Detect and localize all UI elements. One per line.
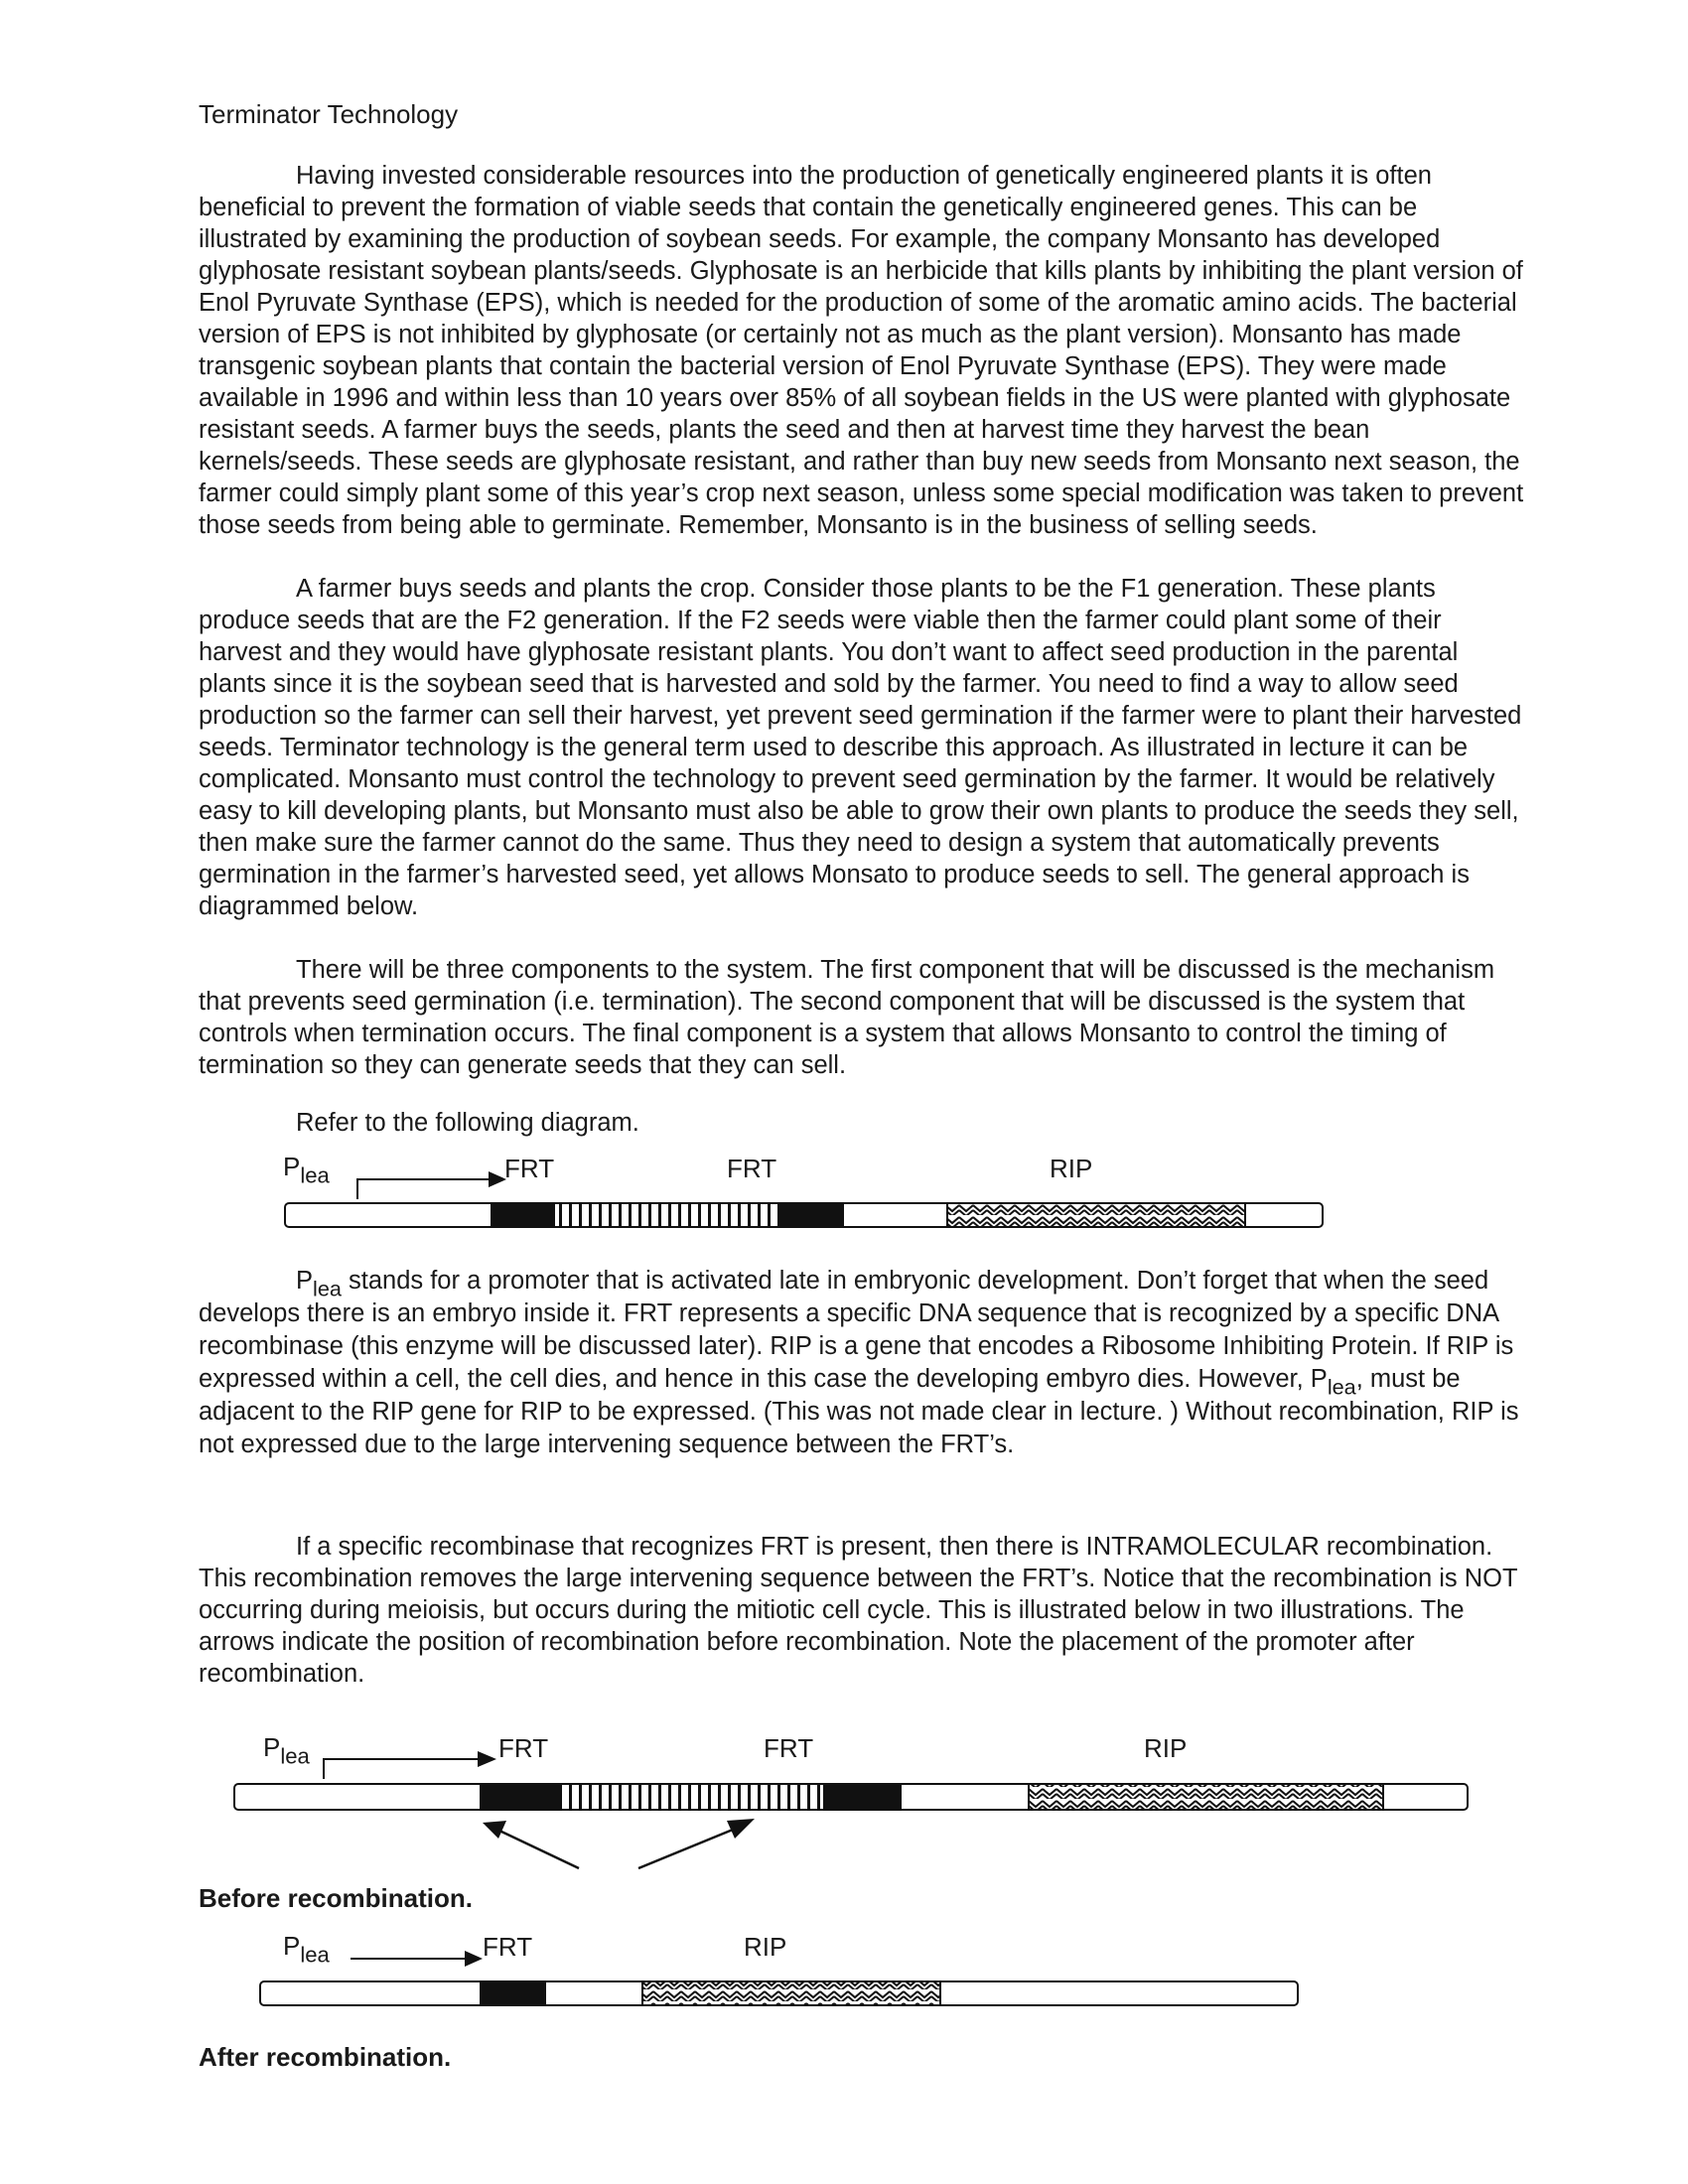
plea-label: Plea [283,1931,330,1968]
rip-label: RIP [1050,1154,1093,1183]
rip-gene [1029,1784,1383,1810]
intervening-sequence [554,1203,780,1227]
frt-block-right [780,1203,844,1227]
recombination-arrowhead-left [483,1821,506,1839]
frt-label: FRT [483,1932,533,1962]
promoter-arrow [357,1179,491,1199]
promoter-arrow-head [465,1951,483,1967]
frt-label-right: FRT [764,1733,814,1763]
frt-block-left [491,1203,554,1227]
refer-text: Refer to the following diagram. [296,1109,639,1137]
promoter-arrow-head [478,1751,496,1767]
recombination-paragraph: If a specific recombinase that recognizes FRT is present, then there is INTRAMOLECULAR recombination. This recombination removes the large intervening sequence between the FRT’s. Notice that the recombination is NOT occurring during meioisis, but occurs during the mitiotic cell cycle. This is illustrated below in two illustrations. The arrows indicate the position of recombination before recombination. Note the placement of the promoter after recombination. [199,1533,1518,1688]
intro-paragraph: Having invested considerable resources into the production of genetically engineered plants it is often beneficial to prevent the formation of viable seeds that contain the genetically engineered genes. This can be illustrated by examining the production of soybean seeds. For example, the company Monsanto has developed glyphosate resistant soybean plants/seeds. Glyphosate is an herbicide that kills plants by inhibiting the plant version of Enol Pyruvate Synthase (EPS), which is needed for the production of some of the aromatic amino acids. The bacterial version of EPS is not inhibited by glyphosate (or certainly not as much as the plant version). Monsanto has made transgenic soybean plants that contain the bacterial version of Enol Pyruvate Synthase (EPS). They were made available in 1996 and within less than 10 years over 85% of all soybean fields in the US were planted with glyphosate resistant seeds. A farmer buys the seeds, plants the seed and then at harvest time they harvest the bean kernels/seeds. These seeds are glyphosate resistant, and rather than buy new seeds from Monsanto next season, the farmer could simply plant some of this year’s crop next season, unless some special modification was taken to prevent those seeds from being able to germinate. Remember, Monsanto is in the business of selling seeds. [199,162,1524,539]
after-diagram-svg [0,1936,1688,2005]
after-caption: After recombination. [199,2042,452,2072]
recombination-arrowhead-right [727,1819,755,1839]
promoter-arrow [324,1759,480,1779]
frt-label-right: FRT [727,1154,777,1183]
before-diagram-svg [0,1742,1688,1871]
frt-block-right [824,1784,902,1810]
intervening-sequence [559,1784,824,1810]
construct-diagram-svg [0,1171,1688,1241]
rip-gene [947,1203,1245,1227]
recombination-arrow-left [499,1831,579,1868]
rip-label: RIP [744,1932,787,1962]
plea-description: $P_{lea}$ stands for a promoter that is activated late in embryonic development. Don’t forget that when the seed develops there is an embryo inside it. FRT represents a specific DNA sequence that is recognized by a specific DNA recombinase (this enzyme will be discussed later). RIP is a gene that encodes a Ribosome Inhibiting Protein. If RIP is expressed within a cell, the cell dies, and hence in this case the developing embyro dies. However, $P_{lea}$, must be adjacent to the RIP gene for RIP to be expressed. (This was not made clear in lecture. ) Without recombination, RIP is not expressed due to the large intervening sequence between the FRT’s. [199,1267,1519,1458]
farmer-paragraph: A farmer buys seeds and plants the crop. Consider those plants to be the F1 generation. These plants produce seeds that are the F2 generation. If the F2 seeds were viable then the farmer could plant some of their harvest and they would have glyphosate resistant plants. You don’t want to affect seed production in the parental plants since it is the soybean seed that is harvested and sold by the farmer. You need to find a way to allow seed production so the farmer can sell their harvest, yet prevent seed germination if the farmer were to plant their harvested seeds. Terminator technology is the general term used to describe this approach. As illustrated in lecture it can be complicated. Monsanto must control the technology to prevent seed germination by the farmer. It would be relatively easy to kill developing plants, but Monsanto must also be able to grow their own plants to produce the seeds they sell, then make sure the farmer cannot do the same. Thus they need to design a system that automatically prevents germination in the farmer’s harvested seed, yet allows Monsato to produce seeds to sell. The general approach is diagrammed below. [199,575,1522,920]
frt-label-left: FRT [498,1733,549,1763]
plea-label: Plea [263,1732,310,1769]
frt-block-left [480,1784,559,1810]
rip-label: RIP [1144,1733,1188,1763]
page-title: Terminator Technology [199,99,459,129]
recombination-arrow-right [638,1830,733,1868]
rip-gene [642,1981,940,2005]
plea-label: Plea [283,1152,330,1188]
before-caption: Before recombination. [199,1883,473,1913]
frt-block [480,1981,546,2005]
components-paragraph: There will be three components to the system. The first component that will be discussed is the mechanism that prevents seed germination (i.e. termination). The second component that will be discussed is the system that controls when termination occurs. The final component is a system that allows Monsanto to control the timing of termination so they can generate seeds that they can sell. [199,956,1495,1079]
frt-label-left: FRT [504,1154,555,1183]
